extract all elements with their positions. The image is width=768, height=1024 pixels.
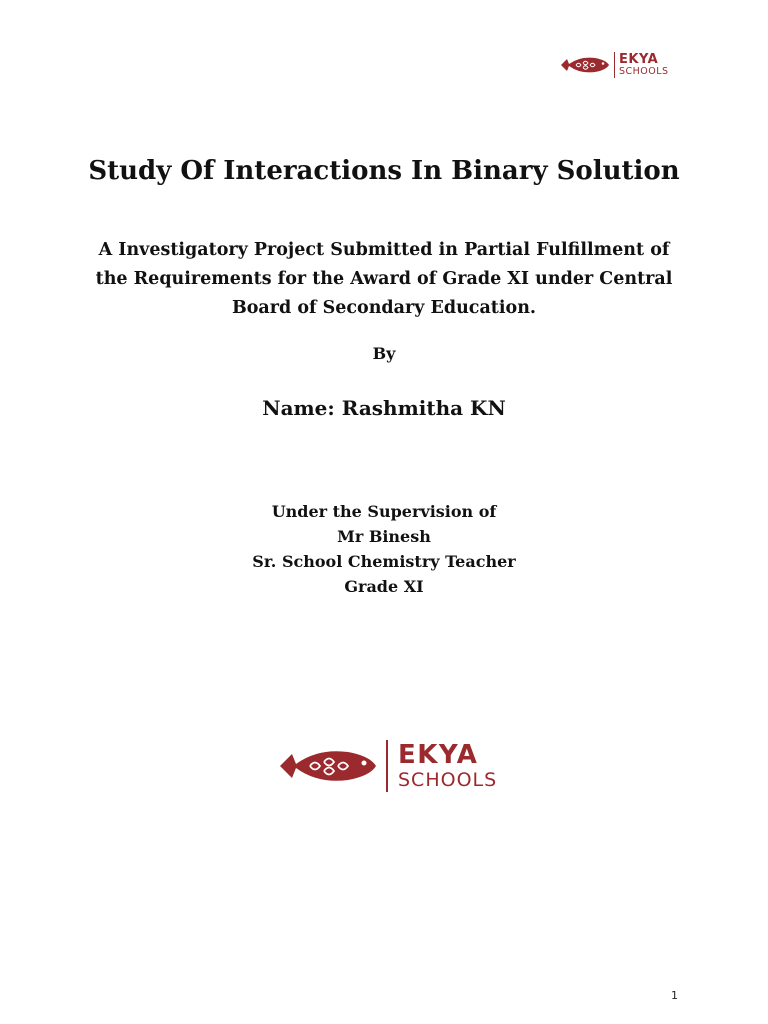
supervisor-grade: Grade XI xyxy=(344,577,424,596)
by-label: By xyxy=(372,344,396,363)
fish-logo-icon xyxy=(560,54,610,76)
page-number: 1 xyxy=(671,989,678,1002)
logo-brand-text: EKYA xyxy=(398,740,479,770)
supervisor-role: Sr. School Chemistry Teacher xyxy=(252,552,516,571)
subtitle-line: Board of Secondary Education. xyxy=(231,298,537,318)
school-logo-footer xyxy=(278,740,497,792)
subtitle-line: the Requirements for the Award of Grade XI under Central xyxy=(95,269,673,289)
logo-brand-text: EKYA xyxy=(619,52,659,68)
document-subtitle xyxy=(0,236,768,323)
logo-divider xyxy=(614,52,615,78)
supervision-line: Under the Supervision of xyxy=(271,502,497,521)
document-title: Study Of Interactions In Binary Solution xyxy=(88,156,680,186)
logo-sub-text: SCHOOLS xyxy=(619,66,669,78)
logo-divider xyxy=(386,740,388,792)
fish-logo-icon xyxy=(278,744,378,788)
logo-sub-text: SCHOOLS xyxy=(398,769,498,791)
supervisor-name: Mr Binesh xyxy=(337,527,431,546)
school-logo-header xyxy=(560,52,669,78)
supervision-block xyxy=(0,499,768,599)
subtitle-line: A Investigatory Project Submitted in Partial Fulfillment of xyxy=(98,240,670,260)
student-name: Name: Rashmitha KN xyxy=(262,396,506,420)
